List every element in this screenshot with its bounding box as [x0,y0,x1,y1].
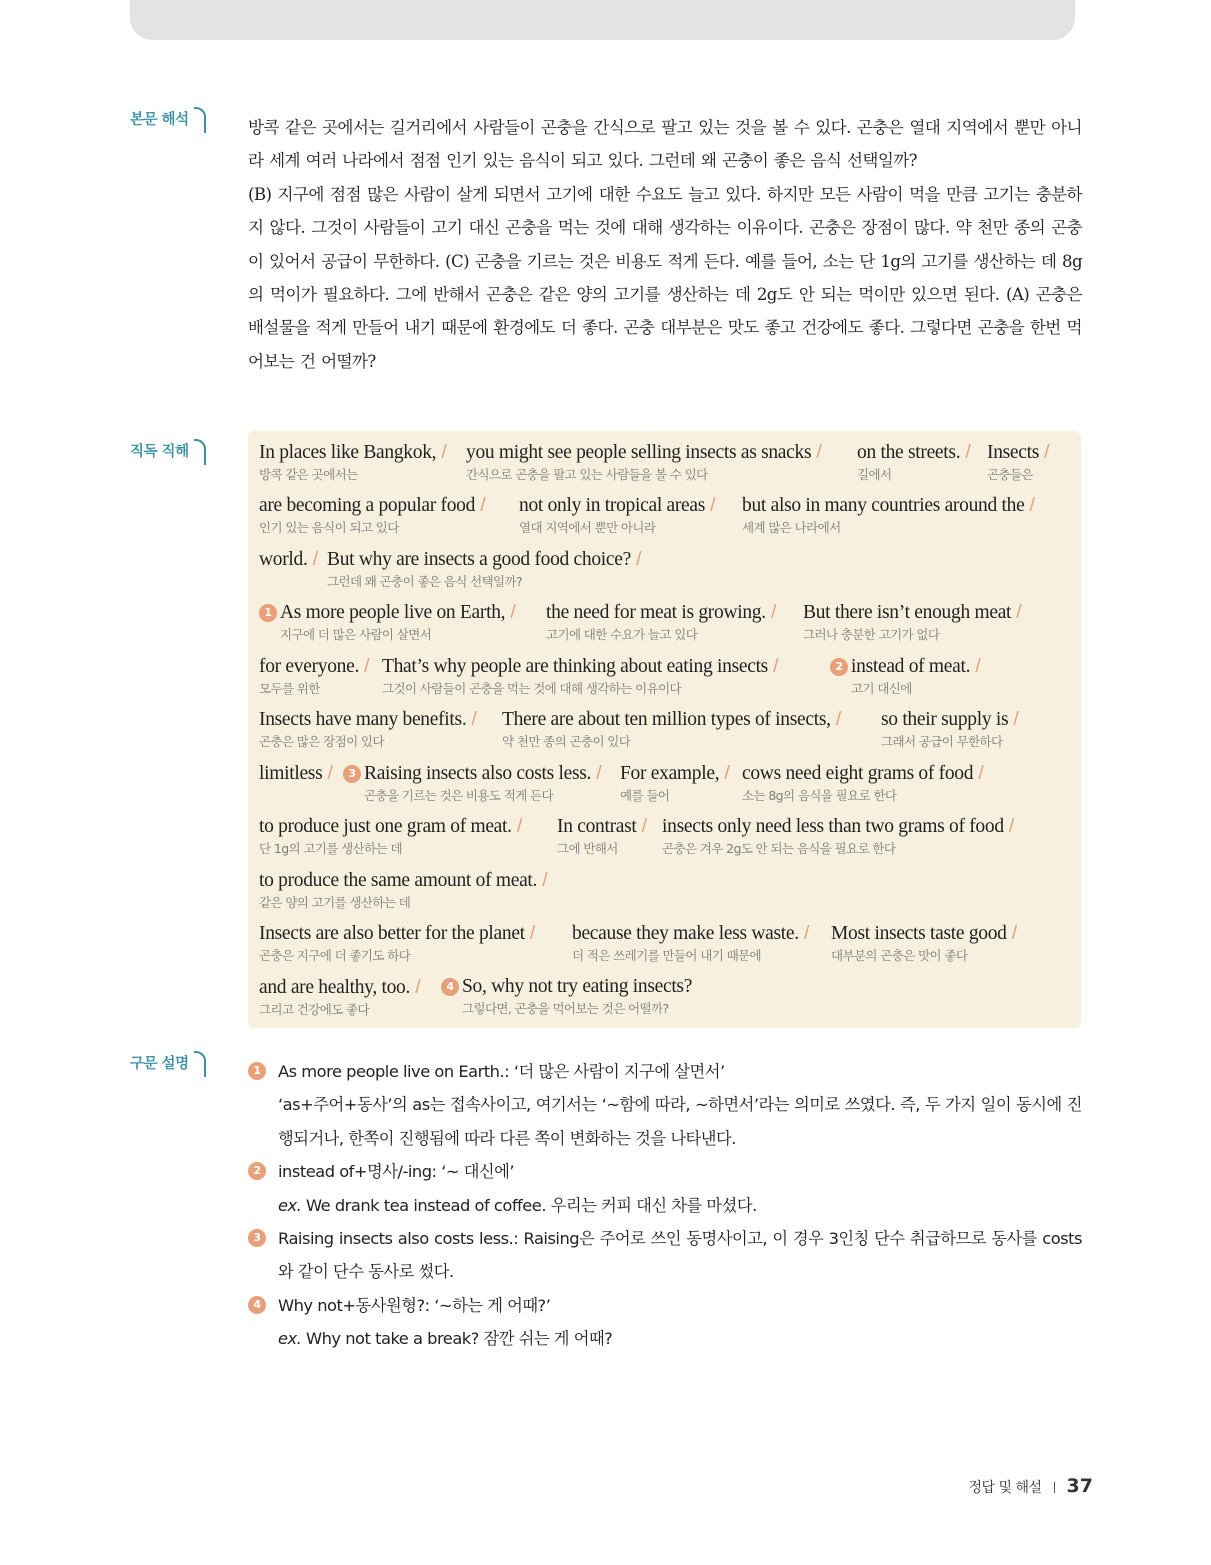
number-badge: 2 [248,1162,266,1180]
label-bracket [194,107,206,133]
chunk-divider: / [436,441,447,463]
korean-gloss: 단 1g의 고기를 생산하는 데 [259,841,402,856]
korean-gloss: 인기 있는 음식이 되고 있다 [259,520,399,535]
chunk-line [259,440,1074,490]
korean-gloss: 같은 양의 고기를 생산하는 데 [259,895,411,910]
chunk-segment [259,975,420,1019]
grammar-item-2 [248,1155,1082,1188]
chunk-line [259,654,1074,704]
korean-gloss: 대부분의 곤충은 맛이 좋다 [831,948,968,963]
korean-gloss: 더 적은 쓰레기를 만들어 내기 때문에 [572,948,761,963]
chunk-divider: / [591,762,602,784]
chunk-divider: / [1024,494,1035,516]
english-chunk: world. / [259,548,318,570]
english-chunk: That’s why people are thinking about eating insects / [382,655,779,677]
chunk-segment [546,600,776,644]
chunk-divider: / [719,762,730,784]
chunk-line [259,493,1074,543]
korean-gloss: 그렇다면, 곤충을 먹어보는 것은 어떨까? [462,1001,669,1016]
page-footer [969,1475,1093,1497]
chunk-divider: / [410,976,421,998]
chunk-line [259,814,1074,864]
english-chunk: Insects / [987,441,1050,463]
english-chunk: In places like Bangkok, / [259,441,447,463]
number-badge: 3 [343,765,361,783]
korean-gloss: 그에 반해서 [557,841,618,856]
korean-gloss: 그러나 충분한 고기가 없다 [803,627,940,642]
english-chunk: because they make less waste. / [572,922,810,944]
english-chunk: are becoming a popular food / [259,494,486,516]
chunk-divider: / [322,762,333,784]
english-chunk: There are about ten million types of insects, / [502,708,841,730]
korean-gloss: 곤충들은 [987,467,1033,482]
chunk-divider: / [505,601,516,623]
english-chunk: But why are insects a good food choice? / [327,548,642,570]
example-text: We drank tea instead of coffee. 우리는 커피 대신 차를 마셨다. [306,1195,757,1215]
english-chunk: 3 Raising insects also costs less. / [343,761,601,786]
chunk-segment [259,814,522,858]
english-chunk: not only in tropical areas / [519,494,716,516]
chunk-segment [572,921,809,965]
example-mark: ex. [278,1329,302,1349]
english-chunk: on the streets. / [857,441,971,463]
korean-gloss: 고기에 대한 수요가 늘고 있다 [546,627,698,642]
chunk-divider: / [973,762,984,784]
chunk-divider: / [767,655,779,677]
chunk-divider: / [811,441,822,463]
english-chunk: 2 instead of meat. / [830,654,980,679]
number-badge: 1 [248,1062,266,1080]
chunk-segment [742,493,1035,537]
chunk-segment [502,707,841,751]
chunk-line [259,600,1074,650]
grammar-item-4 [248,1289,1082,1322]
chunk-segment [259,600,515,644]
english-chunk: Insects have many benefits. / [259,708,477,730]
footer-label: 정답 및 해설 [968,1480,1042,1496]
chunk-divider: / [830,708,841,730]
number-badge: 4 [248,1296,266,1314]
chunk-segment [259,493,485,537]
chunk-divider: / [537,869,548,891]
chunk-segment [259,654,369,698]
chunk-divider: / [466,708,477,730]
grammar-item-3 [248,1222,1082,1289]
number-badge: 3 [248,1229,266,1247]
grammar-example [248,1189,1082,1222]
english-chunk: cows need eight grams of food / [742,762,984,784]
chunk-divider: / [524,922,536,944]
grammar-notes [248,1055,1082,1356]
chunk-segment [857,440,971,484]
chunk-segment [620,761,730,805]
chunk-line [259,921,1074,971]
number-badge: 4 [441,978,459,996]
chunk-segment [382,654,778,698]
label-bracket [194,439,206,465]
korean-gloss: 그런데 왜 곤충이 좋은 음식 선택일까? [327,574,523,589]
korean-gloss: 곤충은 지구에 더 좋기도 하다 [259,948,411,963]
chunk-line [259,707,1074,757]
chunk-segment [441,975,692,1018]
chunk-divider: / [307,548,318,570]
translation-paragraph-1: 방콕 같은 곳에서는 길거리에서 사람들이 곤충을 간식으로 팔고 있는 것을 볼 수 있다. 곤충은 열대 지역에서 뿐만 아니라 세계 여러 나라에서 점점 인기 있는 음식이 되고 있다. 그런데 왜 곤충이 좋은 음식 선택일까? [248,118,1082,171]
english-chunk: the need for meat is growing. / [546,601,777,623]
english-chunk: Insects are also better for the planet / [259,922,536,944]
chunk-segment [343,761,601,805]
chunk-divider: / [970,655,981,677]
english-chunk: 1 As more people live on Earth, / [259,600,515,625]
korean-gloss: 그래서 공급이 무한하다 [881,734,1003,749]
korean-gloss: 예를 들어 [620,788,670,803]
english-chunk: you might see people selling insects as snacks / [466,441,822,463]
korean-gloss: 방콕 같은 곳에서는 [259,467,358,482]
chunk-line [259,547,1074,597]
chunk-divider: / [631,548,642,570]
korean-gloss: 지구에 더 많은 사람이 살면서 [280,627,432,642]
korean-gloss: 고기 대신에 [851,681,912,696]
english-chunk: For example, / [620,762,730,784]
korean-gloss: 간식으로 곤충을 팔고 있는 사람들을 볼 수 있다 [466,467,708,482]
korean-translation [248,111,1082,378]
chunk-divider: / [705,494,716,516]
korean-gloss: 세계 많은 나라에서 [742,520,841,535]
english-chunk: for everyone. / [259,655,370,677]
example-mark: ex. [278,1195,302,1215]
chunk-line [259,975,1074,1025]
chunk-divider: / [1039,441,1050,463]
section-label-translation: 본문 해석 [128,107,206,133]
chunk-segment [259,921,535,965]
chunk-divider: / [1008,708,1019,730]
english-chunk: Most insects taste good / [831,922,1017,944]
top-banner [130,0,1075,40]
page-number: 37 [1066,1475,1093,1497]
section-label-grammar: 구문 설명 [128,1051,206,1077]
chunk-segment [662,814,1014,858]
korean-gloss: 모두를 위한 [259,681,320,696]
korean-gloss: 길에서 [857,467,892,482]
chunk-segment [803,600,1021,644]
grammar-explanation: ‘as+주어+동사’의 as는 접속사이고, 여기서는 ‘~함에 따라, ~하면서’라는 의미로 쓰였다. 즉, 두 가지 일이 동시에 진행되거나, 한쪽이 진행됨에 따라 다른 쪽이 변화하는 것을 나타낸다. [278,1095,1082,1148]
chunk-line [259,761,1074,811]
chunk-divider: / [636,815,647,837]
grammar-heading: As more people live on Earth.: ‘더 많은 사람이 지구에 살면서’ [278,1062,725,1081]
korean-gloss: 곤충을 기르는 것은 비용도 적게 든다 [364,788,553,803]
chunk-segment [259,547,318,572]
chunk-divider: / [1006,922,1017,944]
chunk-segment [327,547,641,591]
chunk-line [259,868,1074,918]
example-text: Why not take a break? 잠깐 쉬는 게 어때? [306,1329,613,1349]
chunk-reading-box [248,431,1081,1028]
chunk-divider: / [960,441,971,463]
english-chunk: and are healthy, too. / [259,976,421,998]
chunk-segment [466,440,822,484]
english-chunk: But there isn’t enough meat / [803,601,1022,623]
korean-gloss: 곤충은 겨우 2g도 안 되는 음식을 필요로 한다 [662,841,896,856]
section-label-chunk: 직독 직해 [128,439,206,465]
english-chunk: to produce just one gram of meat. / [259,815,522,837]
grammar-heading: Why not+동사원형?: ‘~하는 게 어때?’ [278,1295,551,1315]
korean-gloss: 그것이 사람들이 곤충을 먹는 것에 대해 생각하는 이유이다 [382,681,682,696]
chunk-segment [831,921,1017,965]
chunk-divider: / [359,655,370,677]
label-bracket [194,1051,206,1077]
chunk-segment [259,707,477,751]
english-chunk: but also in many countries around the / [742,494,1035,516]
grammar-example [248,1322,1082,1355]
grammar-heading: instead of+명사/-ing: ‘~ 대신에’ [278,1162,515,1182]
chunk-segment [259,761,333,786]
chunk-segment [830,654,980,698]
english-chunk: insects only need less than two grams of food / [662,815,1015,837]
chunk-segment [742,761,983,805]
number-badge: 2 [830,658,848,676]
number-badge: 1 [259,604,277,622]
korean-gloss: 약 천만 종의 곤충이 있다 [502,734,631,749]
chunk-divider: / [1003,815,1015,837]
chunk-segment [259,440,446,484]
chunk-divider: / [475,494,486,516]
footer-divider [1054,1482,1055,1493]
chunk-segment [557,814,647,858]
grammar-item-1 [248,1055,1082,1088]
chunk-divider: / [798,922,810,944]
korean-gloss: 소는 8g의 음식을 필요로 한다 [742,788,897,803]
translation-paragraph-2: (B) 지구에 점점 많은 사람이 살게 되면서 고기에 대한 수요도 늘고 있다. 하지만 모든 사람이 먹을 만큼 고기는 충분하지 않다. 그것이 사람들이 고기 대신 곤충을 먹는 것에 대해 생각하는 이유이다. 곤충은 장점이 많다. 약 천만 종의 곤충이 있어서 공급이 무한하다. (C) 곤충을 기르는 것은 비용도 적게 든다. 예를 들어, 소는 단 1g의 고기를 생산하는 데 8g의 먹이가 필요하다. 그에 반해서 곤충은 같은 양의 고기를 생산하는 데 2g도 안 되는 먹이만 있으면 된다. (A) 곤충은 배설물을 적게 만들어 내기 때문에 환경에도 더 좋다. 곤충 대부분은 맛도 좋고 건강에도 좋다. 그렇다면 곤충을 한번 먹어보는 건 어떨까? [248,184,1082,371]
chunk-divider: / [1011,601,1022,623]
chunk-segment [519,493,715,537]
english-chunk: so their supply is / [881,708,1019,730]
grammar-heading: Raising insects also costs less.: Raising은 주어로 쓰인 동명사이고, 이 경우 3인칭 단수 취급하므로 동사를 costs와 같이 단수 동사로 썼다. [278,1229,1082,1282]
korean-gloss: 열대 지역에서 뿐만 아니라 [519,520,656,535]
chunk-segment [259,868,547,912]
english-chunk: to produce the same amount of meat. / [259,869,548,891]
chunk-segment [987,440,1049,484]
chunk-divider: / [511,815,522,837]
english-chunk: 4 So, why not try eating insects? [441,975,692,999]
korean-gloss: 곤충은 많은 장점이 있다 [259,734,384,749]
chunk-divider: / [765,601,777,623]
chunk-segment [881,707,1019,751]
english-chunk: limitless / [259,762,333,784]
english-chunk: In contrast / [557,815,647,837]
korean-gloss: 그리고 건강에도 좋다 [259,1002,370,1017]
